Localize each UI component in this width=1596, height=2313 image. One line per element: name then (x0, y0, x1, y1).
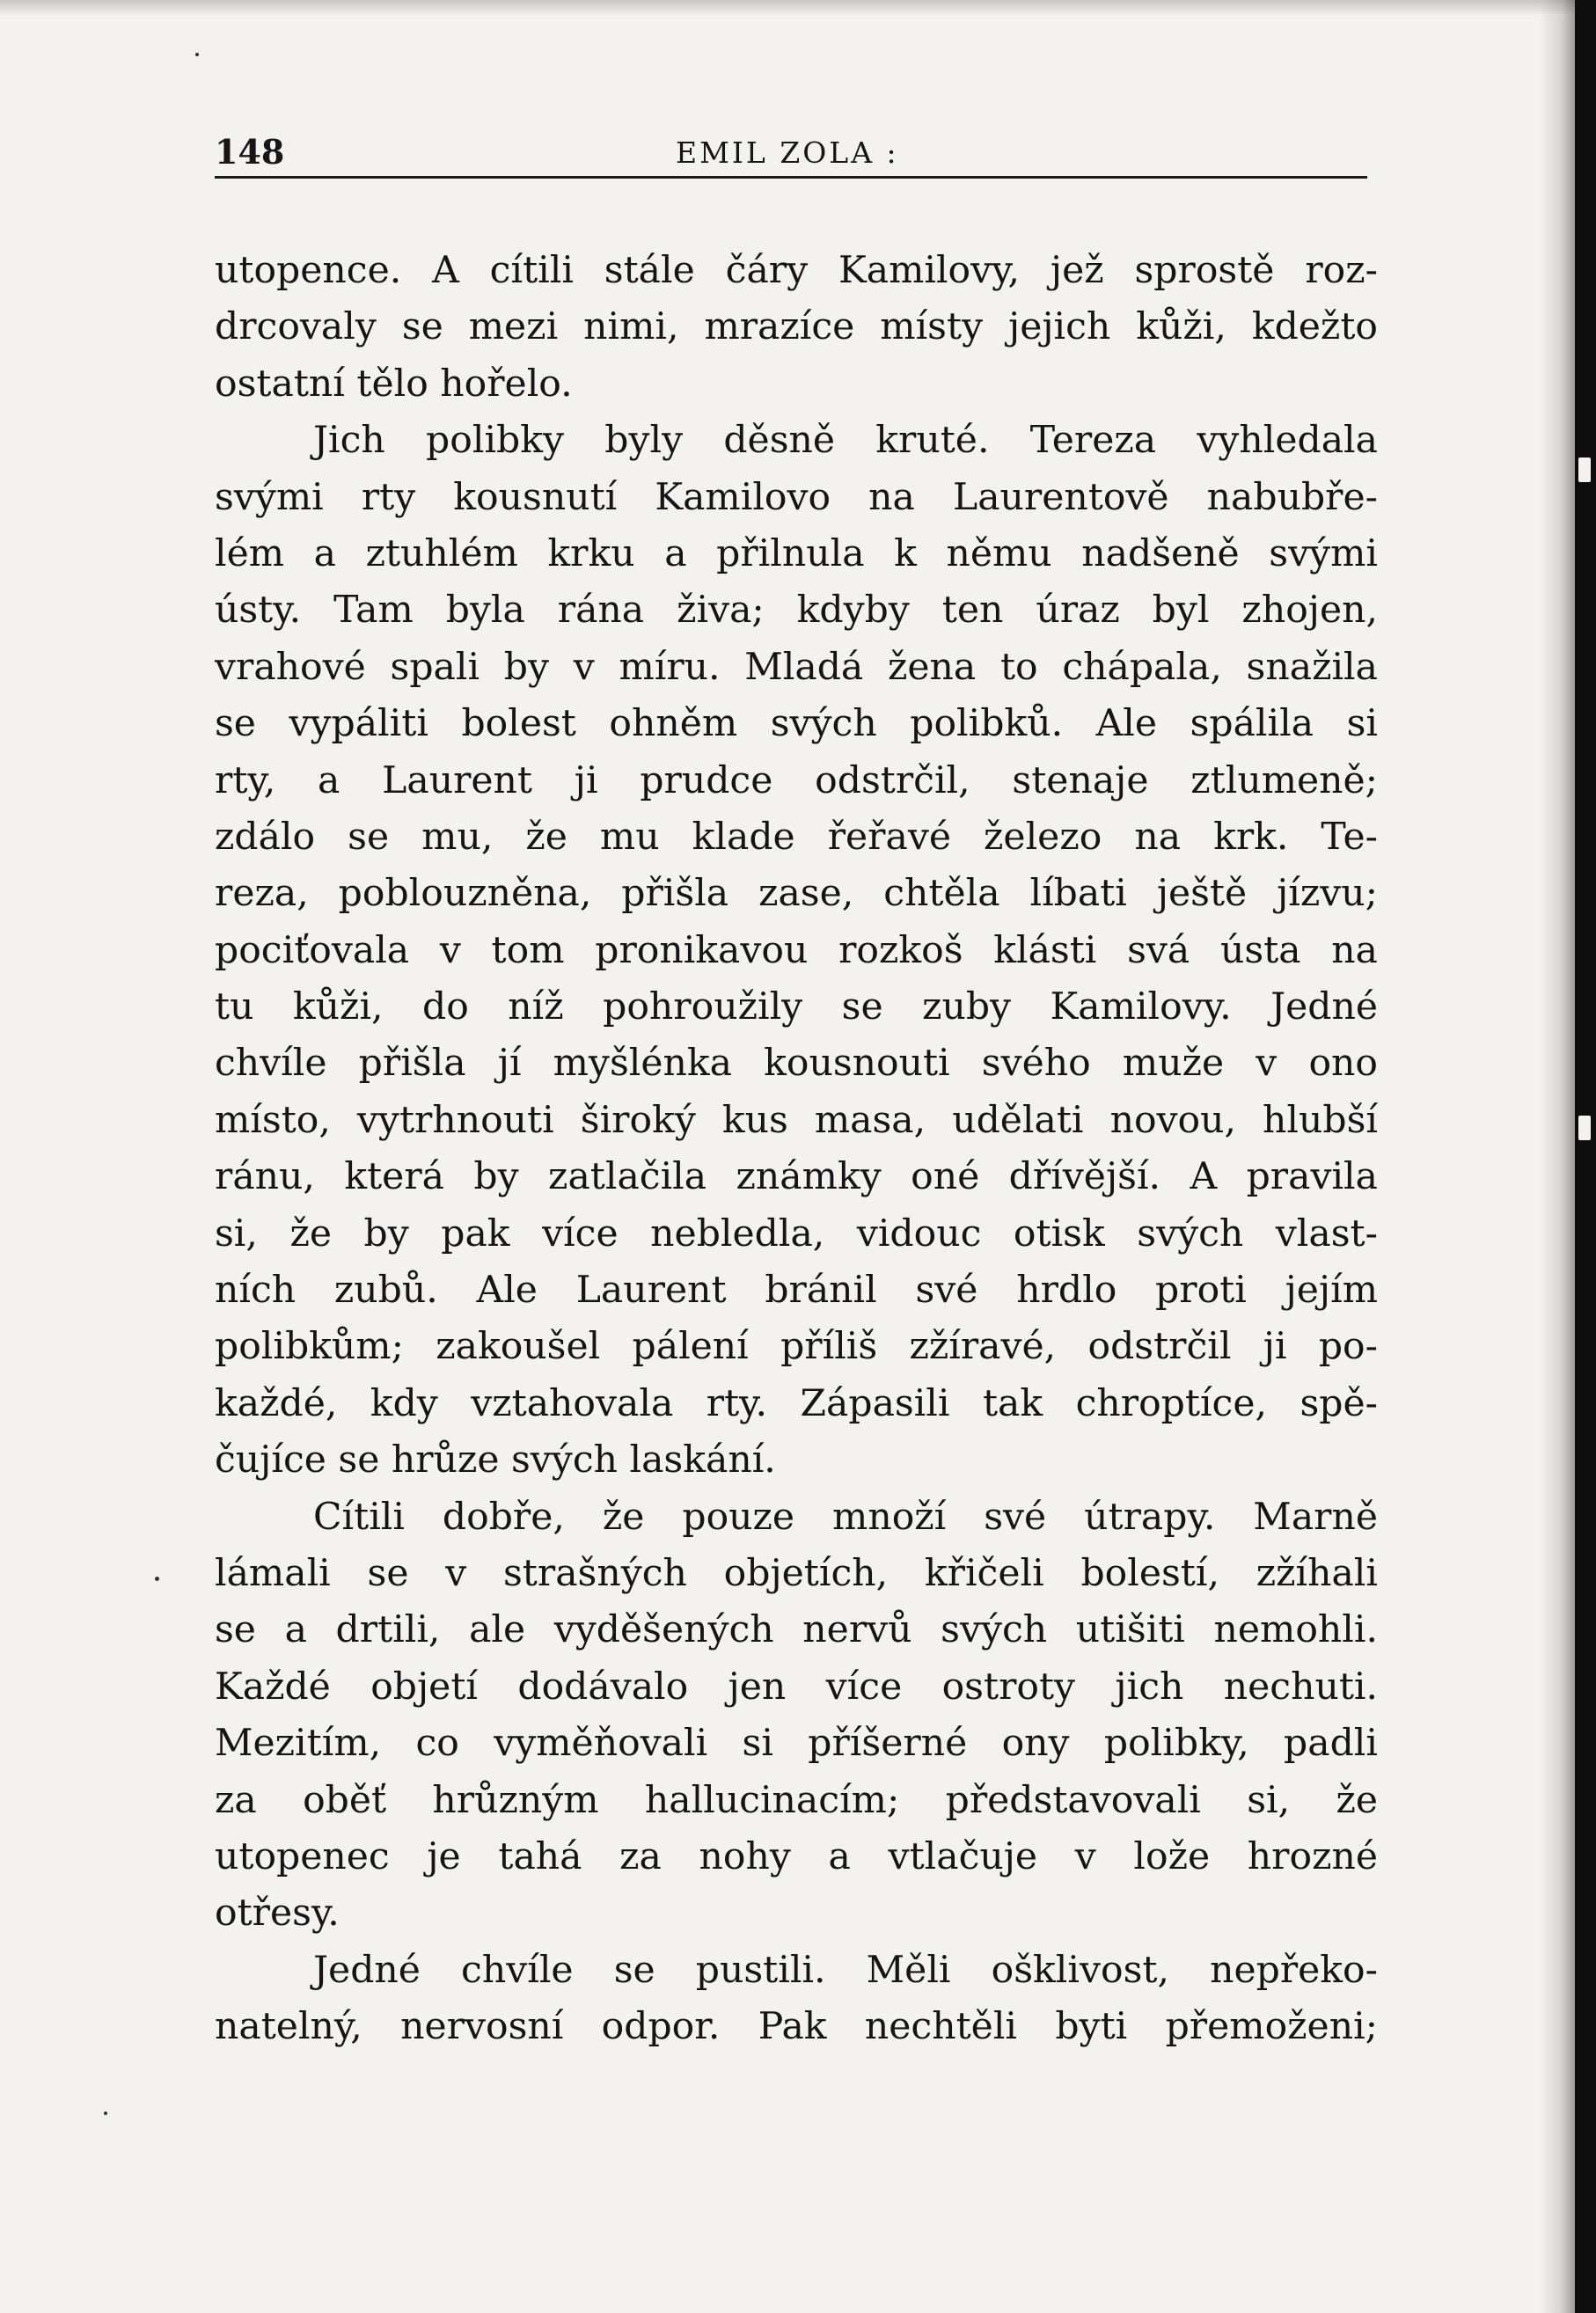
page-header (215, 130, 1367, 179)
page-edge-shadow (1540, 0, 1575, 2313)
text-line: ních zubů. Ale Laurent bránil své hrdlo proti jejím (215, 1269, 1378, 1313)
text-line: Mezitím, co vyměňovali si příšerné ony polibky, padli (215, 1722, 1378, 1766)
text-line: Jedné chvíle se pustili. Měli ošklivost, nepřeko- (313, 1948, 1378, 1992)
text-line: za oběť hrůzným hallucinacím; představovali si, že (215, 1778, 1378, 1822)
text-line: Cítili dobře, že pouze množí své útrapy. Marně (313, 1495, 1378, 1539)
text-line: lámali se v strašných objetích, křičeli bolestí, zžíhali (215, 1551, 1378, 1595)
scan-edge-strip (1575, 0, 1596, 2313)
text-line: Každé objetí dodávalo jen více ostroty jich nechuti. (215, 1665, 1378, 1709)
text-line: si, že by pak více nebledla, vidouc otisk svých vlast- (215, 1211, 1378, 1255)
text-line: každé, kdy vztahovala rty. Zápasili tak chroptíce, spě- (215, 1381, 1378, 1425)
scan-edge-notch (1578, 457, 1591, 482)
text-line: drcovaly se mezi nimi, mrazíce místy jejich kůži, kdežto (215, 305, 1378, 349)
text-line: ústy. Tam byla rána živa; kdyby ten úraz byl zhojen, (215, 589, 1378, 633)
text-line: lém a ztuhlém krku a přilnula k němu nadšeně svými (215, 531, 1378, 575)
text-line: vrahové spali by v míru. Mladá žena to chápala, snažila (215, 645, 1378, 689)
text-line: chvíle přišla jí myšlénka kousnouti svého muže v ono (215, 1042, 1378, 1086)
page-top-shadow (0, 0, 1575, 16)
text-line: tu kůži, do níž pohroužily se zuby Kamilovy. Jedné (215, 985, 1378, 1029)
scan-speck (195, 53, 199, 56)
text-line: ránu, která by zatlačila známky oné dřívější. A pravila (215, 1155, 1378, 1199)
text-line: ostatní tělo hořelo. (215, 362, 573, 406)
text-line: otřesy. (215, 1892, 340, 1936)
text-line: utopenec je tahá za nohy a vtlačuje v lože hrozné (215, 1834, 1378, 1878)
text-line: rty, a Laurent ji prudce odstrčil, stenaje ztlumeně; (215, 758, 1378, 802)
text-line: svými rty kousnutí Kamilovo na Laurentově nabubře- (215, 475, 1378, 519)
text-line: čujíce se hrůze svých laskání. (215, 1438, 776, 1482)
text-line: natelný, nervosní odpor. Pak nechtěli byti přemoženi; (215, 2005, 1378, 2049)
scan-speck (104, 2112, 107, 2115)
running-head: EMIL ZOLA : (676, 135, 899, 170)
text-line: místo, vytrhnouti široký kus masa, udělati novou, hlubší (215, 1098, 1378, 1142)
text-line: Jich polibky byly děsně kruté. Tereza vyhledala (313, 419, 1378, 463)
text-line: pociťovala v tom pronikavou rozkoš klásti svá ústa na (215, 928, 1378, 972)
page-number: 148 (215, 132, 285, 172)
text-line: reza, poblouzněna, přišla zase, chtěla líbati ještě jízvu; (215, 872, 1378, 916)
body-text (215, 243, 1378, 2056)
text-line: utopence. A cítili stále čáry Kamilovy, jež sprostě roz- (215, 249, 1378, 292)
text-line: polibkům; zakoušel pálení příliš zžíravé, odstrčil ji po- (215, 1325, 1378, 1369)
text-line: zdálo se mu, že mu klade řeřavé železo na krk. Te- (215, 815, 1378, 859)
text-line: se a drtili, ale vyděšených nervů svých utišiti nemohli. (215, 1608, 1378, 1652)
text-line: se vypáliti bolest ohněm svých polibků. Ale spálila si (215, 702, 1378, 746)
scan-speck (155, 1577, 159, 1581)
scan-edge-notch (1578, 1116, 1591, 1140)
